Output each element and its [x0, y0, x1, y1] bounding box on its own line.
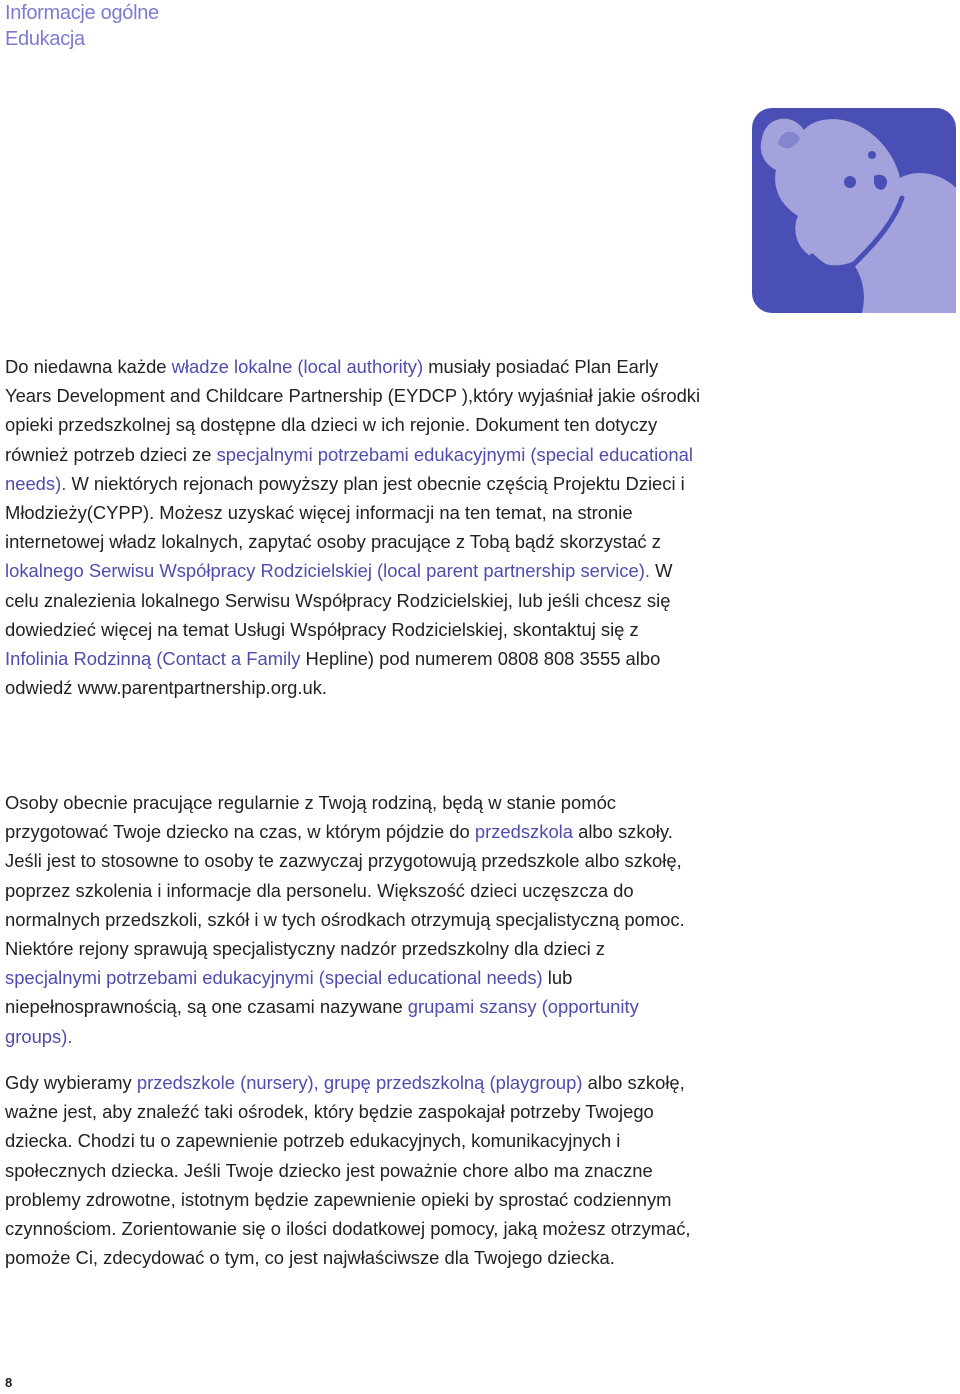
link-opportunity-groups[interactable]: grupami szansy (opportunity groups).: [5, 996, 639, 1047]
link-contact-a-family[interactable]: Infolinia Rodzinną (Contact a Family: [5, 648, 301, 670]
link-przedszkola[interactable]: przedszkola: [474, 821, 573, 843]
link-nursery-playgroup[interactable]: przedszkole (nursery), grupę przedszkolną (playgroup): [136, 1072, 583, 1093]
bear-logo-icon: [752, 108, 956, 313]
section-subtitle: Edukacja: [5, 28, 85, 50]
page-number: 8: [5, 1375, 13, 1390]
link-special-educational-needs[interactable]: specjalnymi potrzebami edukacyjnymi (special educational needs).: [5, 443, 693, 494]
paragraph-choosing: [5, 1068, 705, 1272]
paragraph-local-authority: [5, 352, 705, 702]
bear-eye-right: [868, 151, 876, 159]
text-segment: Gdy wybieramy: [5, 1072, 137, 1093]
link-local-authority[interactable]: władze lokalne (local authority): [171, 356, 424, 377]
text-segment: albo szkoły. Jeśli jest to stosowne to osoby te zazwyczaj przygotowują przedszkole albo szkołę, poprzez szkolenia i informacje dla personelu. Większość dzieci uczęszcza do normalnych przedszkoli, szkół i w tych ośrodkach otrzymują specjalistyczną pomoc. Niektóre rejony sprawują specjalistyczny nadzór przedszkolny dla dzieci z: [5, 821, 685, 960]
text-segment: W niektórych rejonach powyższy plan jest obecnie częścią Projektu Dzieci i Młodzieży(CYPP). Możesz uzyskać więcej informacji na ten temat, na stronie internetowej władz lokalnych, zapytać osoby pracujące z Tobą bądź skorzystać z: [5, 472, 685, 553]
bear-eye-left: [844, 176, 856, 188]
text-segment: lub niepełnosprawnością, są one czasami nazywane: [5, 967, 573, 1018]
text-segment: musiały posiadać Plan Early Years Development and Childcare Partnership (EYDCP ),który wyjaśniał jakie ośrodki opieki przedszkolnej są dostępne dla dzieci w ich rejonie. Dokument ten dotyczy również potrzeb dzieci ze: [5, 356, 701, 465]
link-special-educational-needs-2[interactable]: specjalnymi potrzebami edukacyjnymi (special educational needs): [5, 967, 543, 989]
page-heading: [5, 0, 159, 52]
text-segment: Osoby obecnie pracujące regularnie z Twoją rodziną, będą w stanie pomóc przygotować Twoje dziecko na czas, w którym pójdzie do: [5, 792, 616, 843]
text-segment: W celu znalezienia lokalnego Serwisu Współpracy Rodzicielskiej, lub jeśli chcesz się dowiedzieć więcej na temat Usługi Współpracy Rodzicielskiej, skontaktuj się z: [5, 560, 673, 640]
link-parent-partnership-service[interactable]: lokalnego Serwisu Współpracy Rodzicielskiej (local parent partnership service).: [5, 560, 650, 582]
text-segment: Hepline) pod numerem 0808 808 3555 albo odwiedź www.parentpartnership.org.uk.: [5, 648, 661, 699]
text-segment: Do niedawna każde: [5, 356, 172, 377]
section-title: Informacje ogólne: [5, 2, 159, 24]
text-segment: albo szkołę, ważne jest, aby znaleźć taki ośrodek, który będzie zaspokajał potrzeby Twojego dziecka. Chodzi tu o zapewnienie potrzeb edukacyjnych, komunikacyjnych i społecznych dziecka. Jeśli Twoje dziecko jest poważnie chore albo ma znaczne problemy zdrowotne, istotnym będzie zapewnienie opieki by sprostać codziennym czynnościom. Zorientowanie się o ilości dodatkowej pomocy, jaką możesz otrzymać, pomoże Ci, zdecydować o tym, co jest najwłaściwsze dla Twojego dziecka.: [5, 1072, 691, 1269]
paragraph-preparation: [5, 788, 705, 1051]
